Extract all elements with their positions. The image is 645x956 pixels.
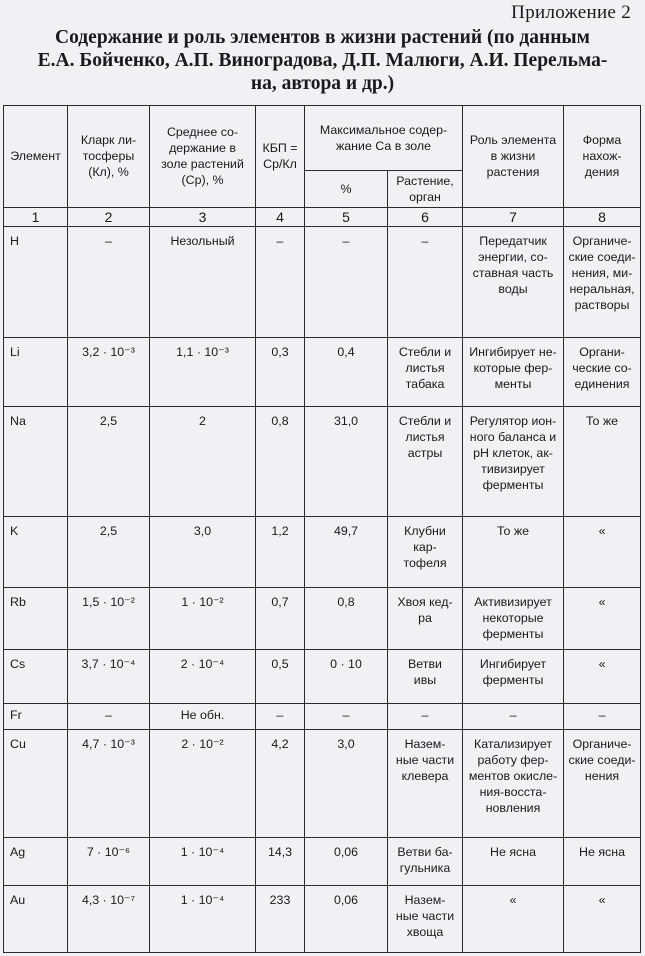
header-role: Роль элемента в жизни растения [463, 106, 564, 208]
table-row [4, 886, 641, 953]
cell-max: 31,0 [305, 406, 388, 516]
cell-form: Органиче- ские соеди- нения [564, 729, 641, 837]
cell-plant: – [388, 227, 463, 338]
cell-max: 0,4 [305, 338, 388, 407]
cell-form: « [564, 587, 641, 650]
cell-role: Катализирует работу фер- ментов окисле- ния-восста- новления [463, 729, 564, 837]
cell-element: Na [4, 406, 68, 516]
cell-avg: 3,0 [150, 516, 256, 587]
cell-form: « [564, 886, 641, 953]
cell-role: Ингибирует не- которые фер- менты [463, 338, 564, 407]
header-element: Элемент [4, 106, 68, 208]
cell-role: « [463, 886, 564, 953]
col-number: 7 [463, 207, 564, 226]
cell-avg: 1 · 10⁻² [150, 587, 256, 650]
cell-kbp: 0,5 [256, 650, 305, 704]
cell-form: « [564, 650, 641, 704]
cell-element: Li [4, 338, 68, 407]
cell-element: Fr [4, 703, 68, 729]
col-number: 3 [150, 207, 256, 226]
cell-plant: Хвоя кед- ра [388, 587, 463, 650]
cell-role: Активизирует некоторые ферменты [463, 587, 564, 650]
cell-kbp: 4,2 [256, 729, 305, 837]
cell-role: Передатчик энергии, со- ставная часть воды [463, 227, 564, 338]
cell-plant: Стебли и листья табака [388, 338, 463, 407]
cell-clarke: 2,5 [68, 406, 150, 516]
header-clarke: Кларк ли- тосферы (Кл), % [68, 106, 150, 208]
cell-max: 0 · 10 [305, 650, 388, 704]
cell-avg: 2 [150, 406, 256, 516]
elements-table [3, 105, 641, 953]
header-avg: Среднее со- держание в золе растений (Ср), % [150, 106, 256, 208]
cell-plant: Назем- ные части хвоща [388, 886, 463, 953]
table-row [4, 406, 641, 516]
cell-max: 3,0 [305, 729, 388, 837]
cell-form: Не ясна [564, 837, 641, 885]
cell-kbp: – [256, 703, 305, 729]
header-row [4, 106, 641, 171]
header-form: Форма нахож- дения [564, 106, 641, 208]
cell-avg: 1,1 · 10⁻³ [150, 338, 256, 407]
cell-clarke: 2,5 [68, 516, 150, 587]
cell-element: H [4, 227, 68, 338]
cell-plant: – [388, 703, 463, 729]
cell-role: Ингибирует ферменты [463, 650, 564, 704]
column-numbers-row [4, 207, 641, 226]
table-row [4, 703, 641, 729]
title-line-1: Содержание и роль элементов в жизни растений (по данным [55, 27, 590, 48]
cell-form: « [564, 516, 641, 587]
cell-kbp: 233 [256, 886, 305, 953]
title-line-2: Е.А. Бойченко, А.П. Виноградова, Д.П. Малюги, А.И. Перельма- [37, 50, 608, 71]
header-kbp: КБП = Ср/Кл [256, 106, 305, 208]
cell-plant: Клубни кар- тофеля [388, 516, 463, 587]
cell-max: – [305, 227, 388, 338]
cell-avg: Незольный [150, 227, 256, 338]
cell-max: 0,06 [305, 886, 388, 953]
col-number: 8 [564, 207, 641, 226]
cell-max: 49,7 [305, 516, 388, 587]
cell-max: – [305, 703, 388, 729]
table-row [4, 650, 641, 704]
col-number: 1 [4, 207, 68, 226]
table-row [4, 729, 641, 837]
cell-element: K [4, 516, 68, 587]
cell-max: 0,8 [305, 587, 388, 650]
cell-plant: Стебли и листья астры [388, 406, 463, 516]
cell-avg: 2 · 10⁻² [150, 729, 256, 837]
table-row [4, 837, 641, 885]
col-number: 2 [68, 207, 150, 226]
cell-element: Cs [4, 650, 68, 704]
col-number: 6 [388, 207, 463, 226]
table-row [4, 516, 641, 587]
cell-clarke: 4,7 · 10⁻³ [68, 729, 150, 837]
cell-element: Au [4, 886, 68, 953]
cell-plant: Ветви ивы [388, 650, 463, 704]
title-line-3: на, автора и др.) [250, 73, 395, 94]
cell-element: Cu [4, 729, 68, 837]
cell-kbp: 0,7 [256, 587, 305, 650]
table-row [4, 587, 641, 650]
cell-kbp: – [256, 227, 305, 338]
cell-plant: Ветви ба- гульника [388, 837, 463, 885]
cell-kbp: 0,8 [256, 406, 305, 516]
cell-max: 0,06 [305, 837, 388, 885]
table-row [4, 227, 641, 338]
cell-avg: Не обн. [150, 703, 256, 729]
cell-role: – [463, 703, 564, 729]
cell-kbp: 0,3 [256, 338, 305, 407]
cell-kbp: 1,2 [256, 516, 305, 587]
cell-clarke: 4,3 · 10⁻⁷ [68, 886, 150, 953]
cell-clarke: 7 · 10⁻⁶ [68, 837, 150, 885]
header-max-pct: % [305, 170, 388, 207]
col-number: 5 [305, 207, 388, 226]
header-max-group: Максимальное содер- жание Са в золе [305, 106, 463, 171]
cell-clarke: – [68, 227, 150, 338]
cell-kbp: 14,3 [256, 837, 305, 885]
cell-clarke: 3,2 · 10⁻³ [68, 338, 150, 407]
cell-element: Rb [4, 587, 68, 650]
cell-clarke: 3,7 · 10⁻⁴ [68, 650, 150, 704]
cell-form: То же [564, 406, 641, 516]
page-title [6, 26, 639, 95]
cell-role: Не ясна [463, 837, 564, 885]
col-number: 4 [256, 207, 305, 226]
cell-form: – [564, 703, 641, 729]
cell-avg: 2 · 10⁻⁴ [150, 650, 256, 704]
cell-avg: 1 · 10⁻⁴ [150, 886, 256, 953]
cell-clarke: – [68, 703, 150, 729]
appendix-label: Приложение 2 [511, 2, 631, 23]
cell-role: То же [463, 516, 564, 587]
cell-plant: Назем- ные части клевера [388, 729, 463, 837]
cell-avg: 1 · 10⁻⁴ [150, 837, 256, 885]
cell-form: Органи- ческие со- единения [564, 338, 641, 407]
table-row [4, 338, 641, 407]
cell-form: Органиче- ские соеди- нения, ми- неральная, растворы [564, 227, 641, 338]
cell-clarke: 1,5 · 10⁻² [68, 587, 150, 650]
cell-role: Регулятор ион- ного баланса и pH клеток, ак- тивизирует ферменты [463, 406, 564, 516]
header-plant: Растение, орган [388, 170, 463, 207]
cell-element: Ag [4, 837, 68, 885]
